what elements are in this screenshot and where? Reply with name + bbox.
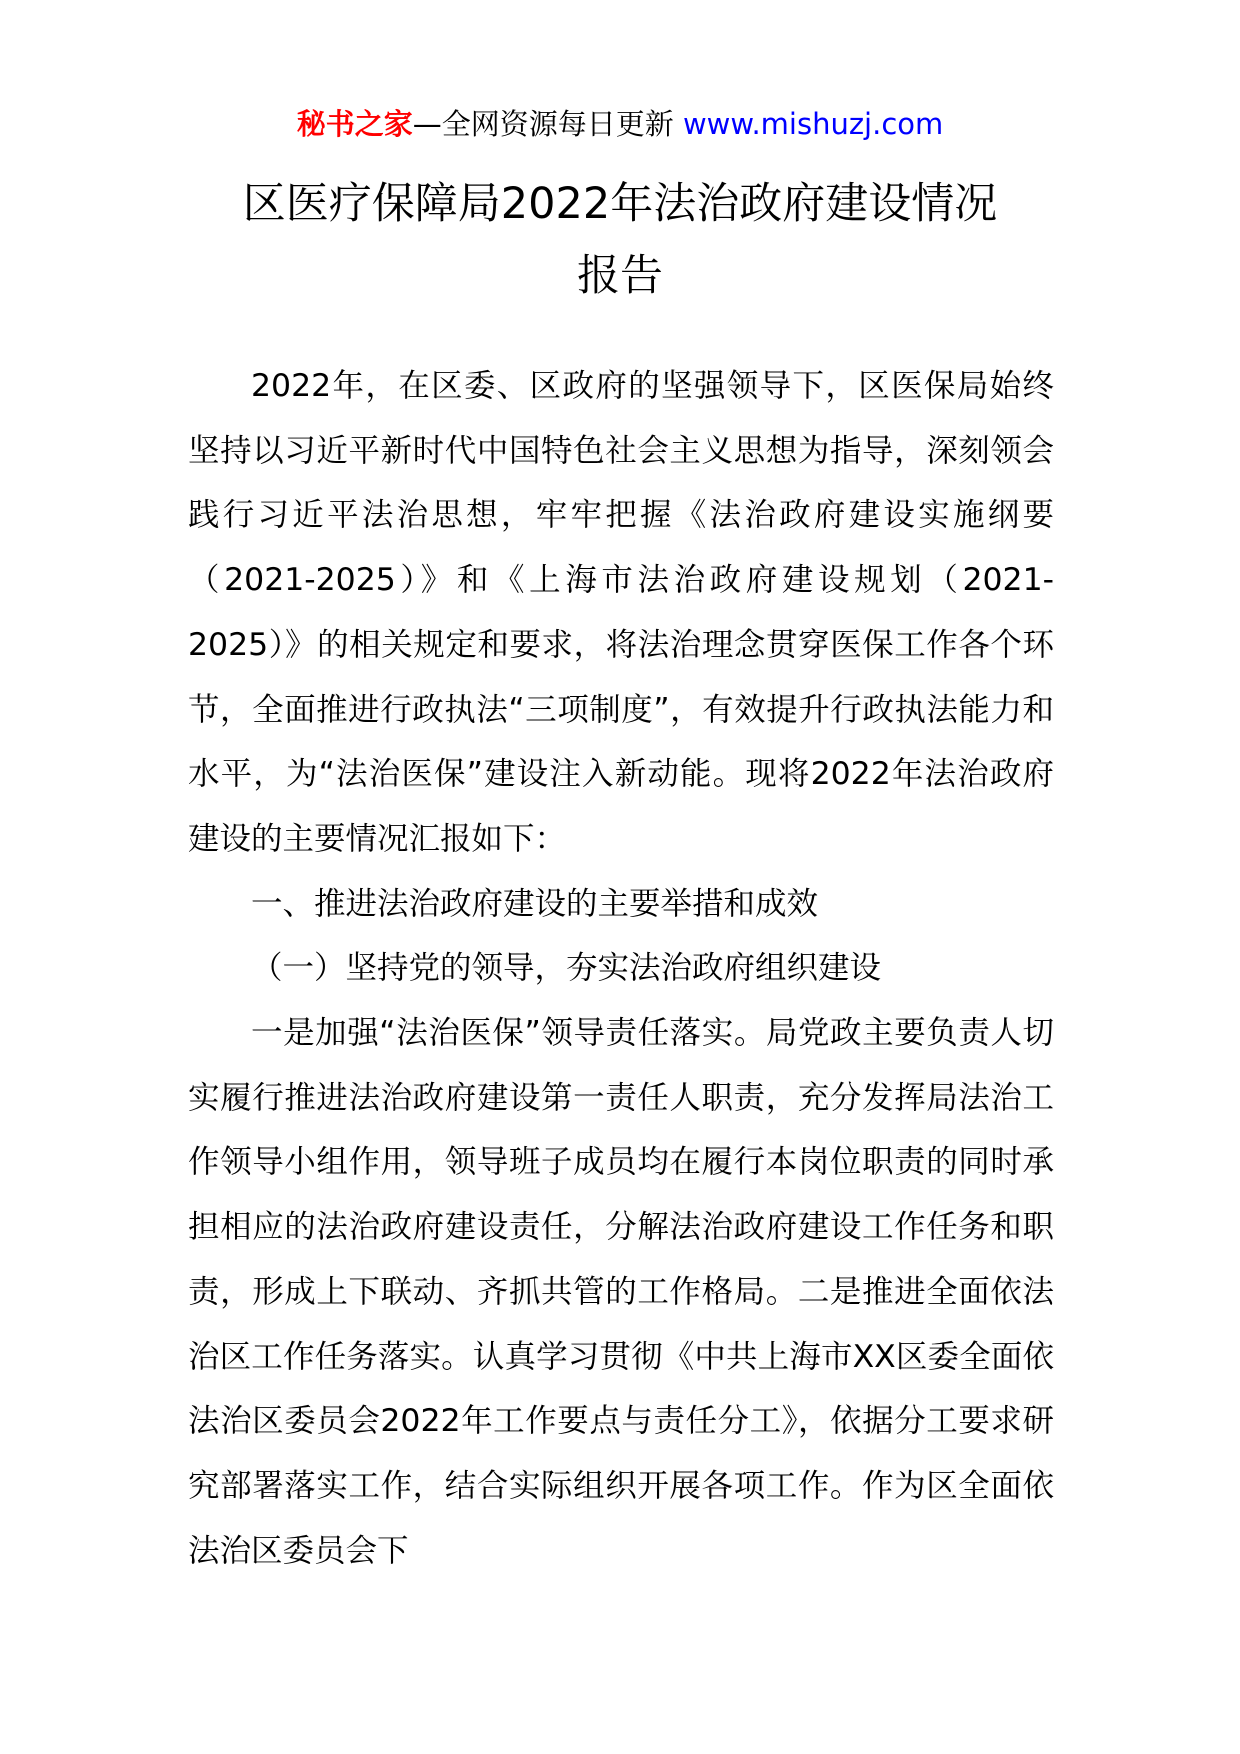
- brand-name: 秘书之家: [296, 107, 413, 141]
- banner-tagline: —全网资源每日更新: [412, 107, 683, 141]
- title-line-2: 报告: [577, 251, 663, 301]
- site-url-link[interactable]: www.mishuzj.com: [682, 107, 944, 141]
- title-line-1: 区医疗保障局2022年法治政府建设情况: [242, 179, 998, 229]
- intro-paragraph: 2022年，在区委、区政府的坚强领导下，区医保局始终坚持以习近平新时代中国特色社会主义思想为指导，深刻领会践行习近平法治思想，牢牢把握《法治政府建设实施纲要（2021-2025）》和《上海市法治政府建设规划（2021-2025）》的相关规定和要求，将法治理念贯穿医保工作各个环节，全面推进行政执法“三项制度”，有效提升行政执法能力和水平，为“法治医保”建设注入新动能。现将2022年法治政府建设的主要情况汇报如下：: [188, 368, 1054, 857]
- subsection-heading: （一）坚持党的领导，夯实法治政府组织建设: [251, 950, 882, 987]
- document-body: [188, 354, 1054, 1583]
- site-banner: [0, 104, 1240, 144]
- section-heading: 一、推进法治政府建设的主要举措和成效: [251, 885, 819, 922]
- body-paragraph: 一是加强“法治医保”领导责任落实。局党政主要负责人切实履行推进法治政府建设第一责任人职责，充分发挥局法治工作领导小组作用，领导班子成员均在履行本岗位职责的同时承担相应的法治政府建设责任，分解法治政府建设工作任务和职责，形成上下联动、齐抓共管的工作格局。二是推进全面依法治区工作任务落实。认真学习贯彻《中共上海市XX区委全面依法治区委员会2022年工作要点与责任分工》，依据分工要求研究部署落实工作，结合实际组织开展各项工作。作为区全面依法治区委员会下: [188, 1015, 1054, 1569]
- document-title: [120, 168, 1120, 312]
